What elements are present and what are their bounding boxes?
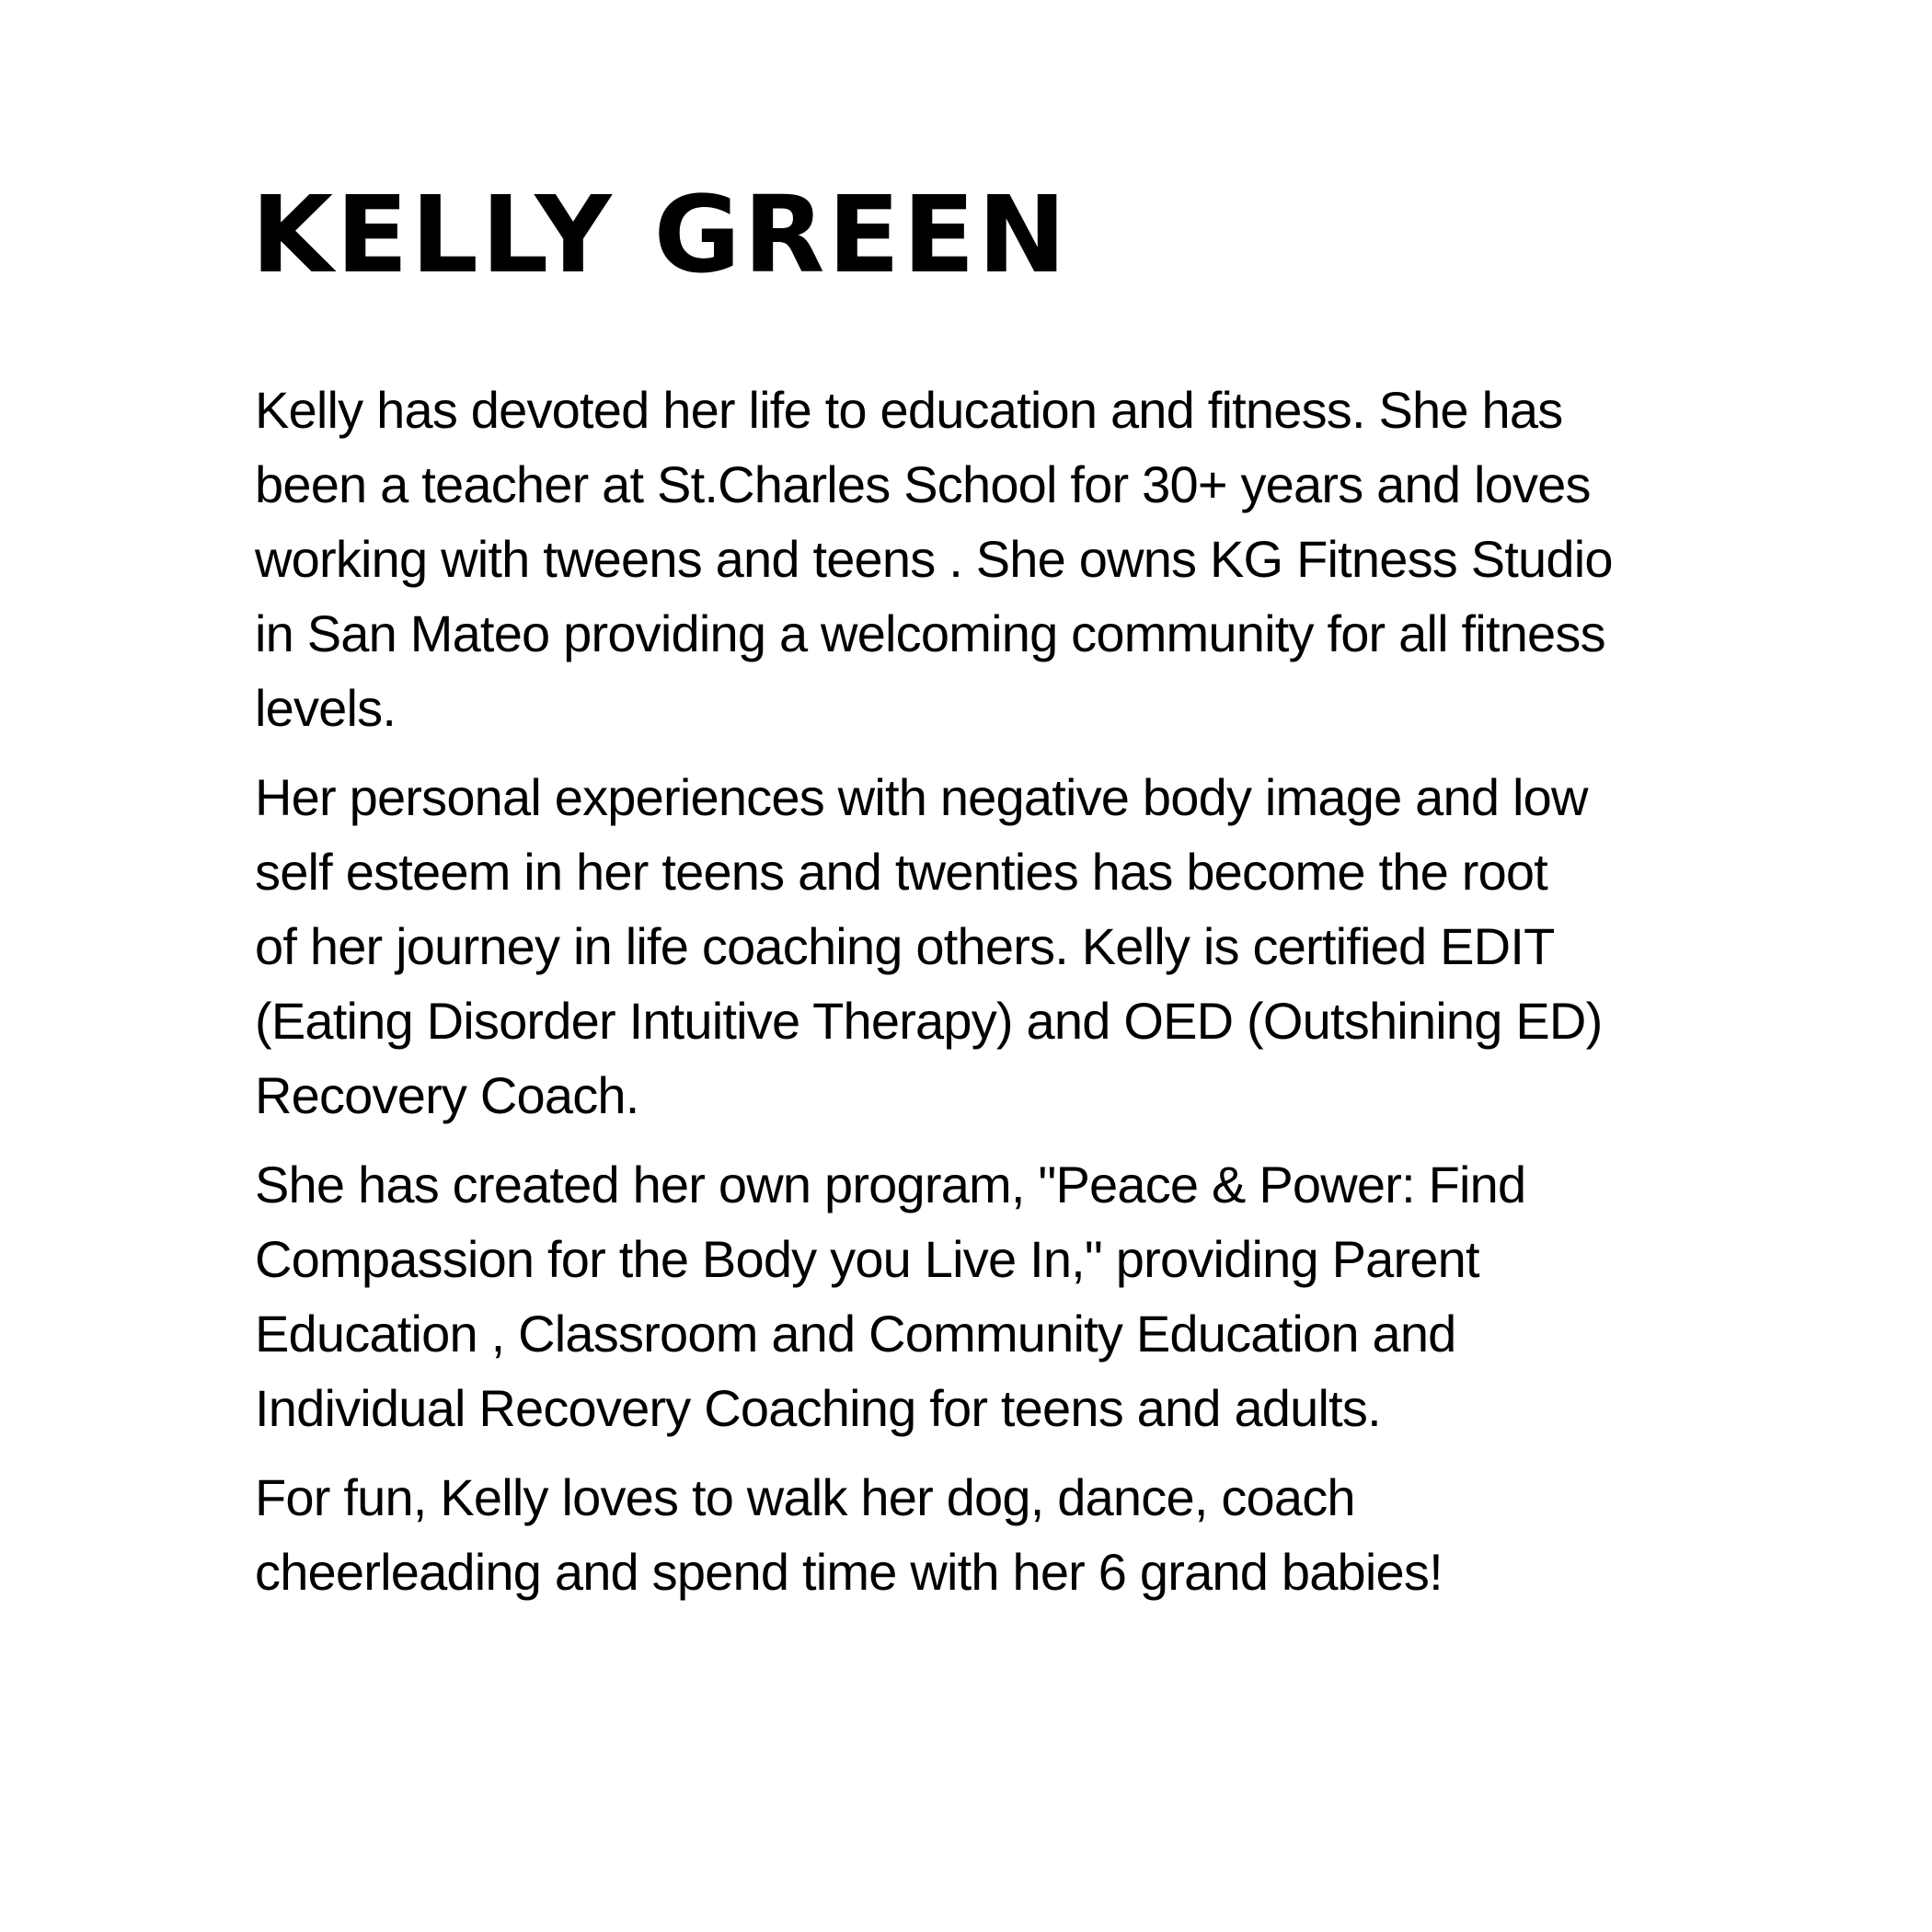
text-line: cheerleading and spend time with her 6 grand babies! [255,1543,1443,1601]
text-line: Education , Classroom and Community Education and [255,1305,1456,1363]
text-line: For fun, Kelly loves to walk her dog, dance, coach [255,1468,1355,1526]
text-line: She has created her own program, "Peace & Power: Find [255,1156,1526,1213]
bio-paragraph-personal-experience [255,760,1602,1133]
text-line: Compassion for the Body you Live In," providing Parent [255,1230,1479,1288]
text-line: (Eating Disorder Intuitive Therapy) and OED (Outshining ED) [255,992,1603,1050]
text-line: working with tweens and teens . She owns KG Fitness Studio [255,530,1613,588]
text-line: levels. [255,679,397,737]
bio-page [251,0,1723,1932]
text-line: Her personal experiences with negative body image and low [255,768,1588,826]
text-line: been a teacher at St.Charles School for 30+ years and loves [255,455,1591,513]
bio-paragraph-education-fitness [255,373,1613,745]
text-line: in San Mateo providing a welcoming community for all fitness [255,604,1605,662]
bio-paragraph-for-fun [255,1460,1443,1609]
page-title: KELLY GREEN [251,174,1069,297]
text-line: of her journey in life coaching others. Kelly is certified EDIT [255,917,1555,975]
text-line: self esteem in her teens and twenties has become the root [255,843,1548,901]
text-line: Kelly has devoted her life to education and fitness. She has [255,381,1563,439]
text-line: Individual Recovery Coaching for teens and adults. [255,1379,1381,1437]
text-line: Recovery Coach. [255,1066,639,1124]
bio-paragraph-program [255,1147,1525,1445]
